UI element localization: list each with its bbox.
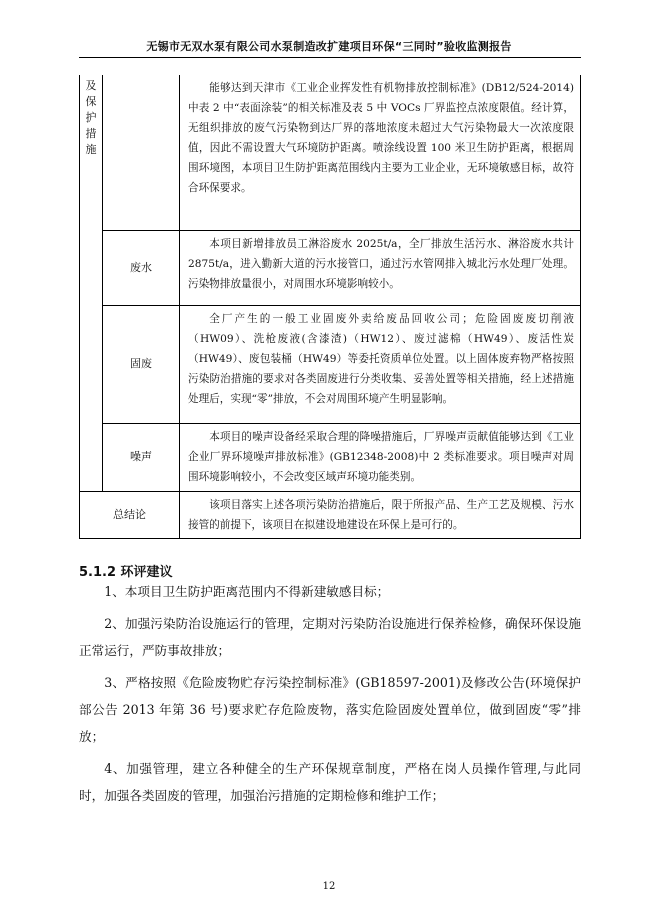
- header-divider: [79, 57, 581, 58]
- recommendations-list: [79, 578, 581, 814]
- summary-label: 总结论: [113, 507, 146, 521]
- category-cell-solid-waste: [103, 305, 180, 423]
- text-cell-air: [180, 75, 581, 230]
- category-cell-noise: [103, 423, 180, 491]
- list-item: 1、本项目卫生防护距离范围内不得新建敏感目标；: [104, 584, 390, 599]
- assessment-table: [79, 75, 581, 539]
- text-cell-noise: [180, 423, 581, 491]
- measures-label: 及保护措施: [85, 79, 97, 156]
- list-item: 2、加强污染防治设施运行的管理，定期对污染防治设施进行保养检修，确保环保设施正常运行，严防事故排放；: [79, 616, 581, 658]
- summary-text-cell: [180, 491, 581, 538]
- category-label: 固废: [130, 357, 152, 370]
- list-item: 4、加强管理，建立各种健全的生产环保规章制度，严格在岗人员操作管理,与此同时，加强各类固废的管理，加强治污措施的定期检修和维护工作；: [79, 761, 581, 803]
- table-row: [80, 230, 581, 305]
- row-text: 能够达到天津市《工业企业挥发性有机物排放控制标准》(DB12/524-2014)中表 2 中“表面涂装”的相关标准及表 5 中 VOCs 厂界监控点浓度限值。经计算，无组织排放的废气污染物到达厂界的落地浓度未超过大气污染物最大一次浓度限值，因此不需设置大气环境防护距离。喷涂线设置 100 米卫生防护距离，根据周围环境图，本项目卫生防护距离范围线内主要为工业企业，无环境敏感目标，故符合环保要求。: [188, 82, 574, 194]
- category-label: 废水: [130, 260, 152, 274]
- table-row: [80, 75, 581, 230]
- table-row: [80, 305, 581, 423]
- table-row: [80, 423, 581, 491]
- page-number: 12: [322, 881, 336, 892]
- row-text: 本项目新增排放员工淋浴废水 2025t/a，全厂排放生活污水、淋浴废水共计 2875t/a，进入勤新大道的污水接管口，通过污水管网排入城北污水处理厂处理。污染物排放量很小，对周围水环境影响较小。: [188, 237, 574, 290]
- row-text: 本项目的噪声设备经采取合理的降噪措施后，厂界噪声贡献值能够达到《工业企业厂界环境噪声排放标准》(GB12348-2008)中 2 类标准要求。项目噪声对周围环境影响较小，不会改变区域声环境功能类别。: [188, 430, 574, 483]
- category-cell-air: [103, 75, 180, 230]
- category-cell-wastewater: [103, 230, 180, 305]
- row-text: 全厂产生的一般工业固废外卖给废品回收公司；危险固废废切削液（HW09）、洗枪废液(含漆渣)（HW12）、废过滤棉（HW49）、废活性炭（HW49）、废包装桶（HW49）等委托资质单位处置。以上固体废弃物严格按照污染防治措施的要求对各类固废进行分类收集、妥善处置等相关措施，经上述措施处理后，实现“零”排放，不会对周围环境产生明显影响。: [188, 312, 574, 405]
- text-cell-solid-waste: [180, 305, 581, 423]
- summary-label-cell: [80, 491, 180, 538]
- table-row: [80, 491, 581, 538]
- summary-text: 该项目落实上述各项污染防治措施后，限于所报产品、生产工艺及规模、污水接管的前提下，该项目在拟建设地建设在环保上是可行的。: [188, 498, 574, 531]
- section-heading: 5.1.2 环评建议: [79, 565, 173, 580]
- report-header-title: 无锡市无双水泵有限公司水泵制造改扩建项目环保“三同时”验收监测报告: [146, 40, 512, 53]
- list-item: 3、严格按照《危险废物贮存污染控制标准》(GB18597-2001)及修改公告(环境保护部公告 2013 年第 36 号)要求贮存危险废物，落实危险固废处置单位，做到固废“零”排放；: [79, 675, 581, 744]
- text-cell-wastewater: [180, 230, 581, 305]
- category-label: 噪声: [130, 450, 152, 463]
- measures-label-cell: [80, 75, 103, 491]
